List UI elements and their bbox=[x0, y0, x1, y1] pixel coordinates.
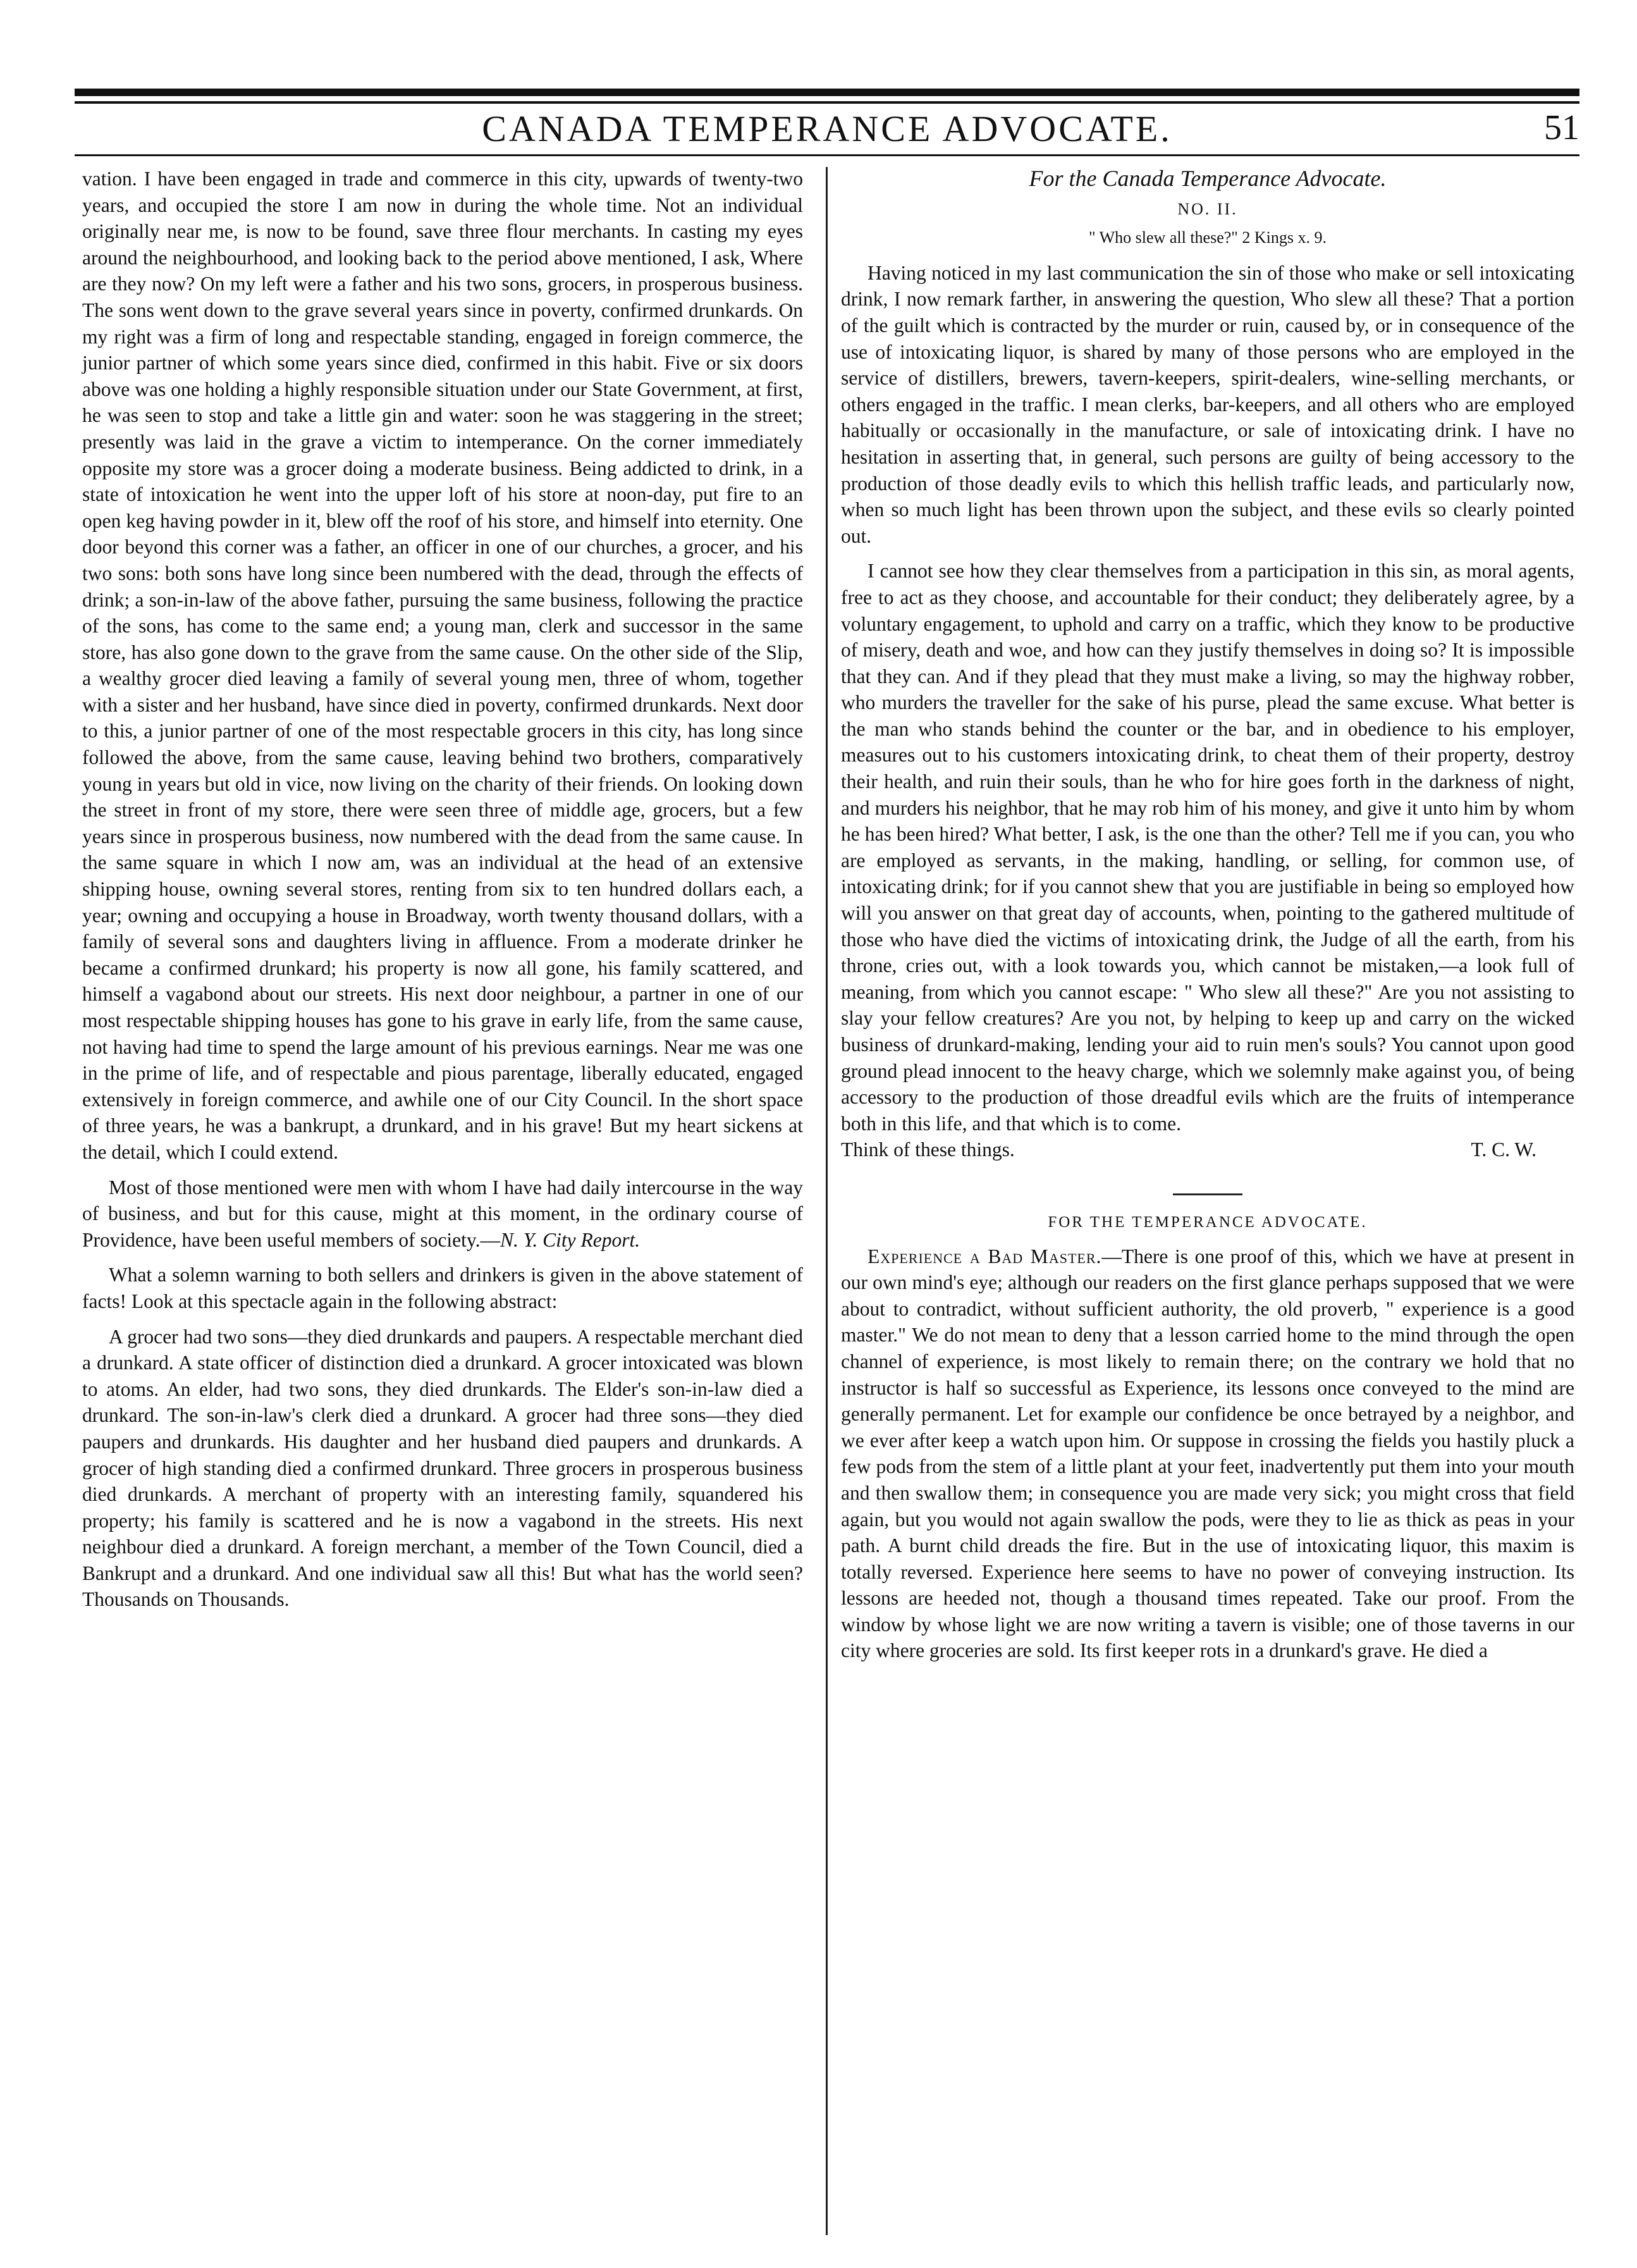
experience-lead: Experience a Bad Master. bbox=[868, 1245, 1102, 1267]
page-header bbox=[75, 105, 1579, 151]
column-divider bbox=[826, 167, 828, 2235]
article-header: For the Canada Temperance Advocate. bbox=[1029, 166, 1387, 191]
experience-body: —There is one proof of this, which we have at present in our own mind's eye; although our readers on the first glance perhaps supposed that we were about to contradict, without sufficient authority, the old proverb, " experience is a good master." We do not mean to deny that a lesson carried home to the mind through the open channel of experience, is most likely to remain there; on the contrary we hold that no instructor is half so successful as Experience, its lessons once conveyed to the mind are generally permanent. Let for example our confidence be once betrayed by a neighbor, and we ever after keep a watch upon him. Or suppose in crossing the fields you hastily pluck a few pods from the stem of a little plant at your feet, inadvertently put them into your mouth and then swallow them; in consequence you are made very sick; you might cross that field again, but you would not again swallow the pods, were they to lie as thick as peas in your path. A burnt child dreads the fire. But in the use of intoxicating liquor, this maxim is totally reversed. Experience here seems to have no power of conveying instruction. Its lessons are heeded not, though a thousand times repeated. Take our proof. From the window by whose light we are now writing a tavern is visible; one of those taverns in our city where groceries are sold. Its first keeper rots in a drunkard's grave. He died a bbox=[841, 1245, 1574, 1662]
header-top-rule-thick bbox=[75, 89, 1579, 96]
right-column bbox=[841, 166, 1574, 1664]
signature: T. C. W. bbox=[1471, 1138, 1536, 1161]
closing-paragraph-text: Most of those mentioned were men with whom I have had daily intercourse in the way of business, and but for this cause, might at this moment, in the ordinary course of Providence, have been useful members of society.— bbox=[82, 1176, 803, 1251]
city-report-paragraph: vation. I have been engaged in trade and commerce in this city, upwards of twenty-two years, and occupied the store I am now in during the whole time. Not an individual originally near me, is now to be found, save three flour merchants. In casting my eyes around the neighbourhood, and looking back to the period above mentioned, I ask, Where are they now? On my left were a father and his two sons, grocers, in prosperous business. The sons went down to the grave several years since in poverty, confirmed drunkards. On my right was a firm of long and respectable standing, engaged in foreign commerce, the junior partner of which some years since died, confirmed in this habit. Five or six doors above was one holding a highly responsible situation under our State Government, at first, he was seen to stop and take a little gin and water: soon he was staggering in the street; presently was laid in the grave a victim to intemperance. On the corner immediately opposite my store was a grocer doing a moderate business. Being addicted to drink, in a state of intoxication he went into the upper loft of his store at noon-day, put fire to an open keg having powder in it, blew off the roof of his store, and himself into eternity. One door beyond this corner was a father, an officer in one of our churches, a grocer, and his two sons: both sons have long since been numbered with the dead, through the effects of drink; a son-in-law of the above father, pursuing the same business, following the practice of the sons, has come to the same end; a young man, clerk and successor in the same store, has also gone down to the grave from the same cause. On the other side of the Slip, a wealthy grocer died leaving a family of several young men, three of whom, together with a sister and her husband, have since died in poverty, confirmed drunkards. Next door to this, a junior partner of one of the most respectable grocers in this city, has long since followed the above, from the same cause, leaving behind two brothers, comparatively young in years but old in vice, now living on the charity of their friends. On looking down the street in front of my store, there were seen three of middle age, grocers, but a few years since in prosperous business, now numbered with the dead from the same cause. In the same square in which I now am, was an individual at the head of an extensive shipping house, owning several stores, renting from six to ten hundred dollars each, a year; owning and occupying a house in Broadway, worth twenty thousand dollars, with a family of several sons and daughters living in affluence. From a moderate drinker he became a confirmed drunkard; his property is now all gone, his family scattered, and himself a vagabond about our streets. His next door neighbour, a partner in one of our most respectable shipping houses has gone to his grave in early life, from the same cause, not having had time to spend the large amount of his previous earnings. Near me was one in the prime of life, and of respectable and pious parentage, liberally educated, engaged extensively in foreign commerce, and awhile one of our City Council. In the short space of three years, he was a bankrupt, a drunkard, and in his grave! But my heart sickens at the detail, which I could extend. bbox=[82, 168, 803, 1163]
experience-paragraph bbox=[841, 1243, 1574, 1665]
section-divider-rule bbox=[1173, 1193, 1242, 1195]
left-column bbox=[82, 166, 803, 1613]
section-header: FOR THE TEMPERANCE ADVOCATE. bbox=[1048, 1213, 1368, 1231]
article-number: NO. II. bbox=[1177, 199, 1238, 218]
page-number: 51 bbox=[1544, 108, 1579, 147]
publication-title: CANADA TEMPERANCE ADVOCATE. bbox=[482, 108, 1172, 149]
article-signoff bbox=[841, 1137, 1574, 1163]
article-paragraph-2: I cannot see how they clear themselves from a participation in this sin, as moral agents, free to act as they choose, and accountable for their conduct; they deliberately agree, by a voluntary engagement, to uphold and carry on a traffic, which they know to be productive of misery, death and woe, and how can they justify themselves in doing so? It is impossible that they can. And if they plead that they must make a living, so may the highway robber, who murders the traveller for the sake of his purse, plead the same excuse. What better is the man who stands behind the counter or the bar, and in obedience to his employer, measures out to his customers intoxicating drink, to cheat them of their property, destroy their health, and ruin their souls, than he who for hire goes forth in the darkness of night, and murders his neighbor, that he may rob him of his money, and give it unto him by whom he has been hired? What better, I ask, is the one than the other? Tell me if you can, you who are employed as servants, in the making, handling, or selling, for common use, of intoxicating drink; for if you cannot shew that you are justifiable in being so employed how will you answer on that great day of accounts, when, pointing to the gathered multitude of those who have died the victims of intoxicating drink, the Judge of all the earth, from his throne, cries out, with a look towards you, which cannot be mistaken,—a look full of meaning, from which you cannot escape: " Who slew all these?" Are you not assisting to slay your fellow creatures? Are you not, by helping to keep up and carry on the wicked business of drunkard-making, lending your aid to ruin men's souls? You cannot upon good ground plead innocent to the heavy charge, which we solemnly make against you, of being accessory to the production of those dreadful evils which are the fruits of intemperance both in this life, and that which is to come. bbox=[841, 560, 1574, 1135]
article-paragraph-1: Having noticed in my last communication the sin of those who make or sell intoxicating drink, I now remark farther, in answering the question, Who slew all these? That a portion of the guilt which is contracted by the murder or ruin, caused by, or in consequence of the use of intoxicating liquor, is shared by many of those persons who are employed in the service of distillers, brewers, tavern-keepers, spirit-dealers, wine-selling merchants, or others engaged in the traffic. I mean clerks, bar-keepers, and all others who are employed habitually or occasionally in the manufacture, or sale of intoxicating drink. I have no hesitation in asserting that, in general, such persons are guilty of being accessory to the production of those deadly evils to which this hellish traffic leads, and particularly now, when so much light has been thrown upon the subject, and these evils so clearly pointed out. bbox=[841, 261, 1574, 547]
report-source: N. Y. City Report. bbox=[500, 1228, 641, 1251]
warning-paragraph: What a solemn warning to both sellers and drinkers is given in the above statement of facts! Look at this spectacle again in the following abstract: bbox=[82, 1264, 803, 1312]
closing-line: Think of these things. bbox=[841, 1138, 1015, 1161]
header-bottom-rule bbox=[75, 154, 1579, 156]
header-top-rule-thin bbox=[75, 101, 1579, 104]
article-epigraph: " Who slew all these?" 2 Kings x. 9. bbox=[1088, 228, 1327, 247]
closing-paragraph bbox=[82, 1174, 803, 1254]
abstract-paragraph: A grocer had two sons—they died drunkards and paupers. A respectable merchant died a drunkard. A state officer of distinction died a drunkard. A grocer intoxicated was blown to atoms. An elder, had two sons, they died drunkards. The Elder's son-in-law died a drunkard. The son-in-law's clerk died a drunkard. A grocer had three sons—they died paupers and drunkards. His daughter and her husband died paupers and drunkards. A grocer of high standing died a confirmed drunkard. Three grocers in prosperous business died drunkards. A merchant of property with an interesting family, squandered his property; his family is scattered and he is now a vagabond in the streets. His next neighbour died a drunkard. A foreign merchant, a member of the Town Council, died a Bankrupt and a drunkard. And one individual saw all this! But what has the world seen? Thousands on Thousands. bbox=[82, 1325, 803, 1611]
